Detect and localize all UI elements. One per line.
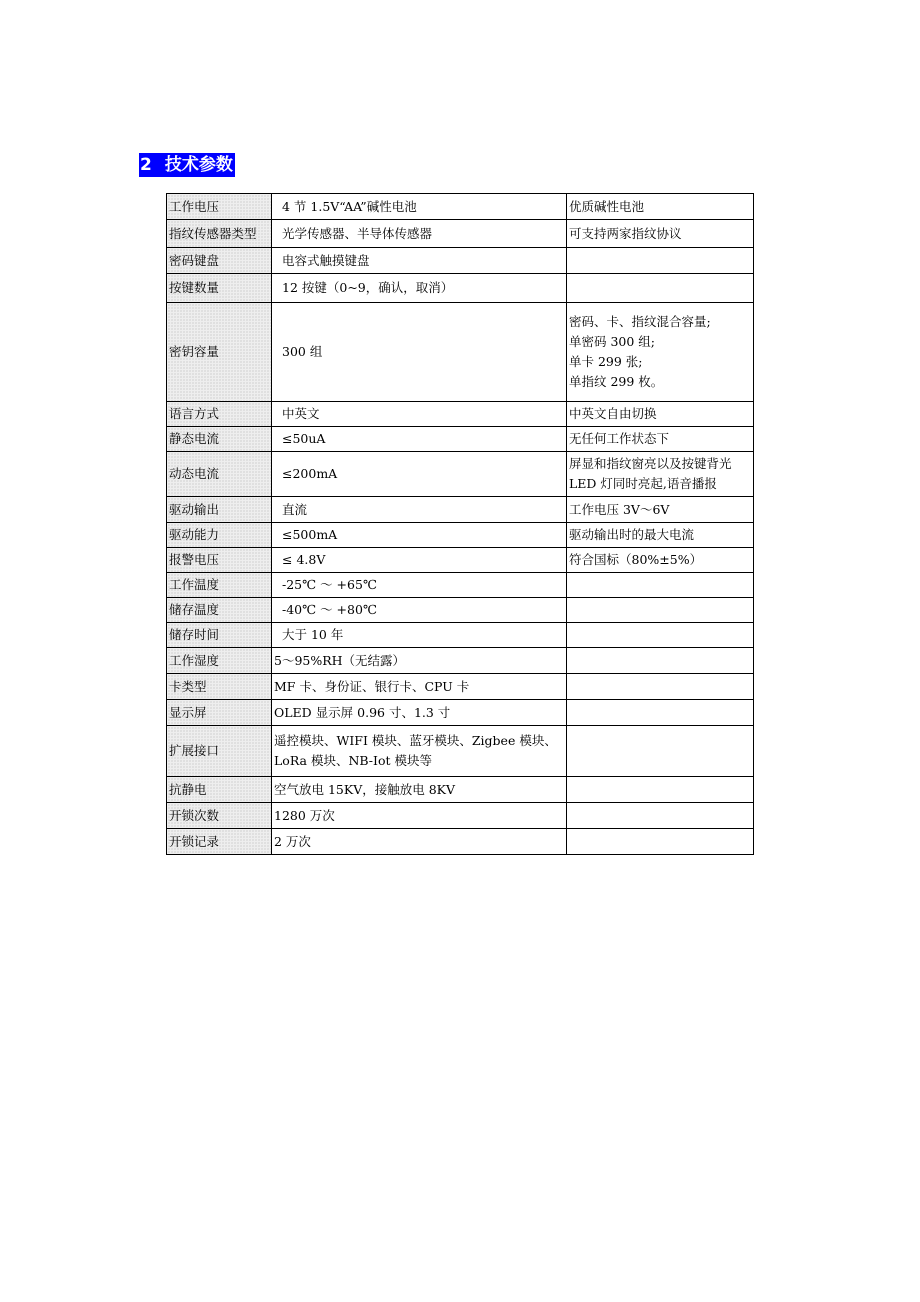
- param-value: MF 卡、身份证、银行卡、CPU 卡: [272, 674, 567, 700]
- table-row: [167, 598, 754, 623]
- param-value: ≤50uA: [272, 427, 567, 452]
- table-row: [167, 194, 754, 220]
- table-row: [167, 452, 754, 497]
- param-note: [567, 248, 754, 274]
- param-note: [567, 427, 754, 452]
- param-label: 储存温度: [167, 598, 272, 623]
- table-row: [167, 623, 754, 648]
- param-value: 光学传感器、半导体传感器: [272, 220, 567, 248]
- table-row: [167, 548, 754, 573]
- table-row: [167, 674, 754, 700]
- param-label: 密钥容量: [167, 303, 272, 402]
- spec-table: [166, 193, 754, 855]
- param-label: 储存时间: [167, 623, 272, 648]
- param-note: [567, 220, 754, 248]
- param-label: 驱动能力: [167, 523, 272, 548]
- param-value: ≤500mA: [272, 523, 567, 548]
- param-note: [567, 648, 754, 674]
- param-note: [567, 452, 754, 497]
- param-label: 驱动输出: [167, 497, 272, 523]
- param-note-line: 密码、卡、指纹混合容量;: [569, 314, 711, 329]
- param-note-line: 驱动输出时的最大电流: [569, 527, 695, 542]
- table-row: [167, 303, 754, 402]
- param-value: OLED 显示屏 0.96 寸、1.3 寸: [272, 700, 567, 726]
- param-note: [567, 523, 754, 548]
- param-label: 扩展接口: [167, 726, 272, 777]
- param-value: 空气放电 15KV，接触放电 8KV: [272, 777, 567, 803]
- param-value: ≤200mA: [272, 452, 567, 497]
- param-note-line: 中英文自由切换: [569, 406, 657, 421]
- table-row: [167, 274, 754, 303]
- param-note-line: 单卡 299 张;: [569, 354, 643, 369]
- table-row: [167, 726, 754, 777]
- param-note-line: 工作电压 3V～6V: [569, 501, 670, 517]
- param-value: ≤ 4.8V: [272, 548, 567, 573]
- param-value: 大于 10 年: [272, 623, 567, 648]
- param-label: 动态电流: [167, 452, 272, 497]
- table-row: [167, 829, 754, 855]
- param-note-line: 无任何工作状态下: [569, 431, 670, 446]
- param-label: 语言方式: [167, 402, 272, 427]
- param-label: 开锁记录: [167, 829, 272, 855]
- table-row: [167, 573, 754, 598]
- param-value: 中英文: [272, 402, 567, 427]
- param-note: [567, 548, 754, 573]
- section-heading: [139, 153, 235, 177]
- param-note: [567, 497, 754, 523]
- param-value: 4 节 1.5V“AA”碱性电池: [272, 194, 567, 220]
- param-note-line: 单密码 300 组;: [569, 334, 656, 349]
- param-note: [567, 777, 754, 803]
- table-row: [167, 700, 754, 726]
- table-row: [167, 402, 754, 427]
- table-row: [167, 427, 754, 452]
- param-value: 2 万次: [272, 829, 567, 855]
- table-row: [167, 803, 754, 829]
- param-value: -40℃ ～ +80℃: [272, 598, 567, 623]
- param-label: 工作电压: [167, 194, 272, 220]
- param-label: 静态电流: [167, 427, 272, 452]
- param-note: [567, 726, 754, 777]
- table-row: [167, 497, 754, 523]
- param-value: 300 组: [272, 303, 567, 402]
- param-note-line: 可支持两家指纹协议: [569, 225, 682, 241]
- param-label: 抗静电: [167, 777, 272, 803]
- param-note: [567, 402, 754, 427]
- param-label: 密码键盘: [167, 248, 272, 274]
- param-note-line: 屏显和指纹窗亮以及按键背光: [569, 456, 732, 471]
- param-note: [567, 573, 754, 598]
- param-label: 按键数量: [167, 274, 272, 303]
- table-row: [167, 220, 754, 248]
- param-label: 卡类型: [167, 674, 272, 700]
- param-label: 开锁次数: [167, 803, 272, 829]
- param-label: 显示屏: [167, 700, 272, 726]
- param-label: 指纹传感器类型: [167, 220, 272, 248]
- param-note: [567, 700, 754, 726]
- param-note: [567, 194, 754, 220]
- param-note: [567, 303, 754, 402]
- param-value: 1280 万次: [272, 803, 567, 829]
- spec-table-body: [167, 194, 754, 855]
- param-note-line: 符合国标（80%±5%）: [569, 552, 703, 567]
- section-number: 2: [139, 153, 164, 177]
- param-note: [567, 274, 754, 303]
- param-value: 12 按键（0~9，确认，取消）: [272, 274, 567, 303]
- param-label: 工作湿度: [167, 648, 272, 674]
- param-value: -25℃ ～ +65℃: [272, 573, 567, 598]
- param-note: [567, 803, 754, 829]
- param-note-line: LED 灯同时亮起,语音播报: [569, 476, 717, 491]
- param-value: 遥控模块、WIFI 模块、蓝牙模块、Zigbee 模块、LoRa 模块、NB-Iot 模块等: [272, 726, 567, 777]
- param-note: [567, 623, 754, 648]
- section-title: 技术参数: [164, 155, 233, 175]
- param-note: [567, 674, 754, 700]
- param-value: 直流: [272, 497, 567, 523]
- param-label: 报警电压: [167, 548, 272, 573]
- param-note: [567, 829, 754, 855]
- param-label: 工作温度: [167, 573, 272, 598]
- table-row: [167, 777, 754, 803]
- param-note-line: 优质碱性电池: [569, 198, 645, 214]
- table-row: [167, 523, 754, 548]
- param-value: 5～95%RH（无结露）: [272, 648, 567, 674]
- param-note-line: 单指纹 299 枚。: [569, 374, 664, 389]
- param-note: [567, 598, 754, 623]
- param-value: 电容式触摸键盘: [272, 248, 567, 274]
- table-row: [167, 248, 754, 274]
- table-row: [167, 648, 754, 674]
